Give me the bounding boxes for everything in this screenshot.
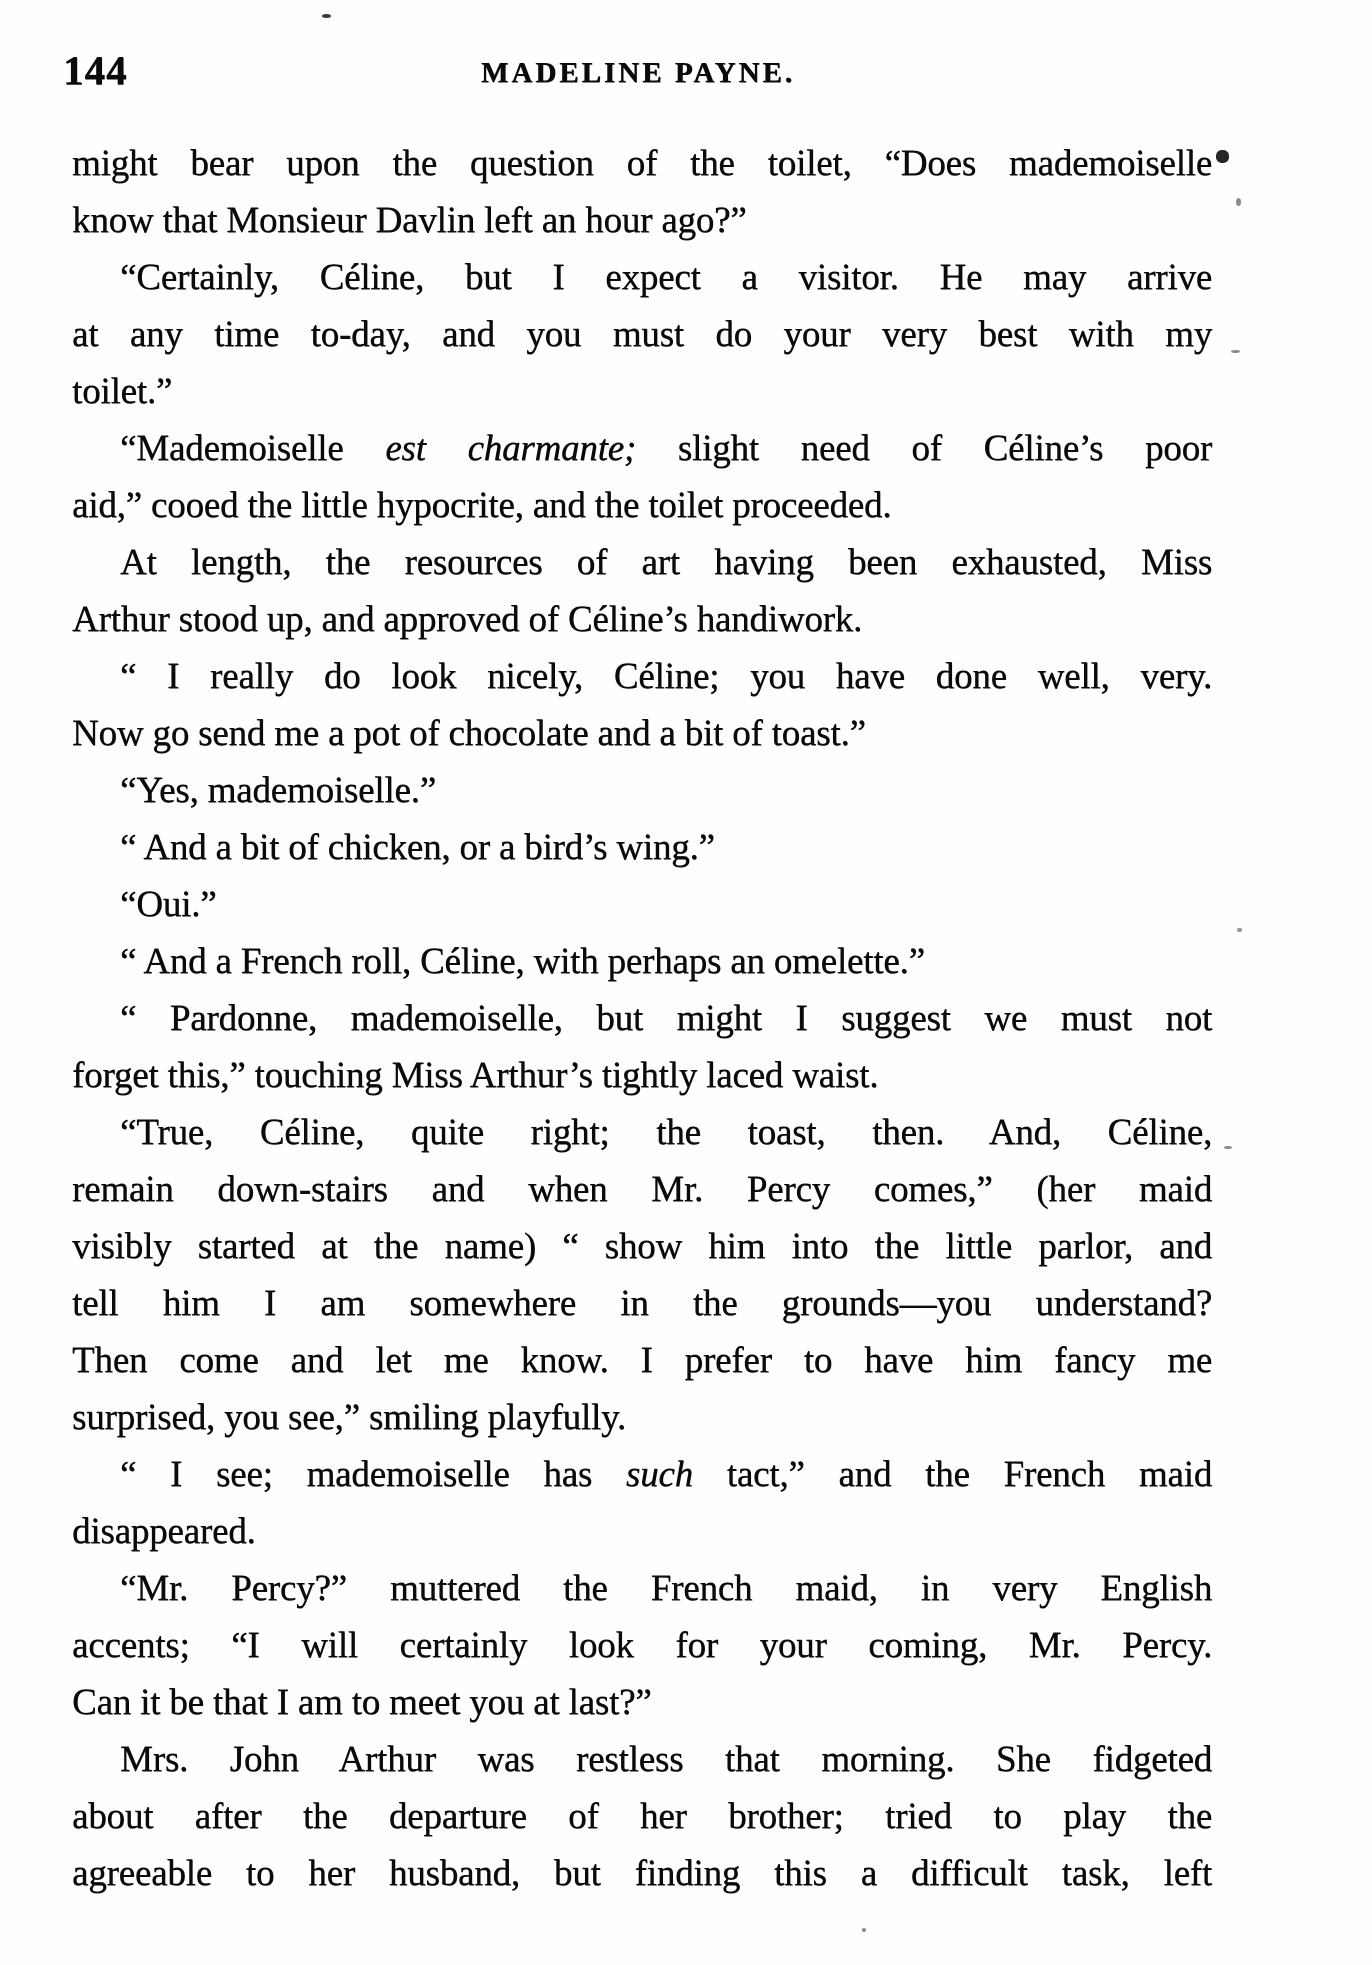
- text-line: [72, 534, 1212, 591]
- text-line: [72, 477, 1212, 534]
- text-line: [72, 876, 1212, 933]
- text-segment: “Certainly, Céline, but I expect a visitor. He may arrive: [120, 257, 1212, 298]
- text-line: [72, 591, 1212, 648]
- text-segment: surprised, you see,” smiling playfully.: [72, 1397, 626, 1438]
- text-line: [72, 1389, 1212, 1446]
- text-line: [72, 1161, 1212, 1218]
- text-segment: forget this,” touching Miss Arthur’s tightly laced waist.: [72, 1055, 879, 1096]
- text-segment: Can it be that I am to meet you at last?”: [72, 1682, 652, 1723]
- text-segment: “ I see; mademoiselle has: [120, 1454, 626, 1495]
- text-segment: toilet.”: [72, 371, 173, 412]
- text-segment: slight need of Céline’s poor: [636, 428, 1212, 469]
- text-segment: “ I really do look nicely, Céline; you have done well, very.: [120, 656, 1212, 697]
- text-line: [72, 1788, 1212, 1845]
- text-segment: “Oui.”: [120, 884, 217, 925]
- text-segment: “Yes, mademoiselle.”: [120, 770, 436, 811]
- text-segment: disappeared.: [72, 1511, 256, 1552]
- text-line: [72, 1446, 1212, 1503]
- page-number: 144: [63, 47, 128, 93]
- text-line: [72, 1845, 1212, 1902]
- text-segment: Mrs. John Arthur was restless that morning. She fidgeted: [120, 1739, 1212, 1780]
- text-line: [72, 1731, 1212, 1788]
- text-line: [72, 249, 1212, 306]
- text-segment: “ And a bit of chicken, or a bird’s wing.”: [120, 827, 715, 868]
- text-segment: accents; “I will certainly look for your coming, Mr. Percy.: [72, 1625, 1212, 1666]
- scan-artifact: [862, 1928, 866, 1932]
- text-segment: “Mademoiselle: [120, 428, 386, 469]
- text-line: [72, 1047, 1212, 1104]
- text-line: [72, 1218, 1212, 1275]
- text-segment: Now go send me a pot of chocolate and a bit of toast.”: [72, 713, 866, 754]
- text-segment: Arthur stood up, and approved of Céline’s handiwork.: [72, 599, 863, 640]
- text-segment: know that Monsieur Davlin left an hour ago?”: [72, 200, 747, 241]
- text-segment: about after the departure of her brother; tried to play the: [72, 1796, 1212, 1837]
- text-line: [72, 990, 1212, 1047]
- text-segment: might bear upon the question of the toilet, “Does mademoiselle: [72, 143, 1212, 184]
- scan-artifact: [1237, 928, 1242, 932]
- text-segment: aid,” cooed the little hypocrite, and the toilet proceeded.: [72, 485, 892, 526]
- text-line: [72, 1617, 1212, 1674]
- text-line: [72, 1560, 1212, 1617]
- text-line: [72, 192, 1212, 249]
- text-line: [72, 705, 1212, 762]
- text-line: [72, 1104, 1212, 1161]
- text-segment: “ Pardonne, mademoiselle, but might I suggest we must not: [120, 998, 1212, 1039]
- text-line: [72, 819, 1212, 876]
- italic-text: such: [625, 1454, 693, 1495]
- scan-artifact: [1236, 198, 1241, 206]
- running-title: MADELINE PAYNE.: [480, 57, 796, 89]
- text-segment: tell him I am somewhere in the grounds—you understand?: [72, 1283, 1212, 1324]
- text-line: [72, 1275, 1212, 1332]
- text-segment: “ And a French roll, Céline, with perhaps an omelette.”: [120, 941, 925, 982]
- text-line: [72, 933, 1212, 990]
- text-segment: At length, the resources of art having been exhausted, Miss: [120, 542, 1212, 583]
- text-line: [72, 1332, 1212, 1389]
- scan-artifact: [1231, 350, 1240, 353]
- text-line: [72, 135, 1212, 192]
- text-segment: tact,” and the French maid: [692, 1454, 1212, 1495]
- text-segment: remain down-stairs and when Mr. Percy comes,” (her maid: [72, 1169, 1212, 1210]
- text-segment: at any time to-day, and you must do your very best with my: [72, 314, 1212, 355]
- text-line: [72, 1674, 1212, 1731]
- page-body: [72, 135, 1212, 1902]
- text-line: [72, 363, 1212, 420]
- italic-text: est charmante;: [385, 428, 637, 469]
- text-segment: “Mr. Percy?” muttered the French maid, in very English: [120, 1568, 1212, 1609]
- text-line: [72, 648, 1212, 705]
- scan-artifact: [322, 14, 331, 18]
- text-line: [72, 420, 1212, 477]
- text-line: [72, 306, 1212, 363]
- scan-artifact: [1216, 150, 1229, 163]
- scan-artifact: [1224, 1146, 1232, 1149]
- text-segment: visibly started at the name) “ show him into the little parlor, and: [72, 1226, 1212, 1267]
- text-line: [72, 762, 1212, 819]
- text-segment: Then come and let me know. I prefer to have him fancy me: [72, 1340, 1212, 1381]
- page-header: [63, 47, 1213, 100]
- text-line: [72, 1503, 1212, 1560]
- text-segment: “True, Céline, quite right; the toast, then. And, Céline,: [120, 1112, 1212, 1153]
- text-segment: agreeable to her husband, but finding this a difficult task, left: [72, 1853, 1212, 1894]
